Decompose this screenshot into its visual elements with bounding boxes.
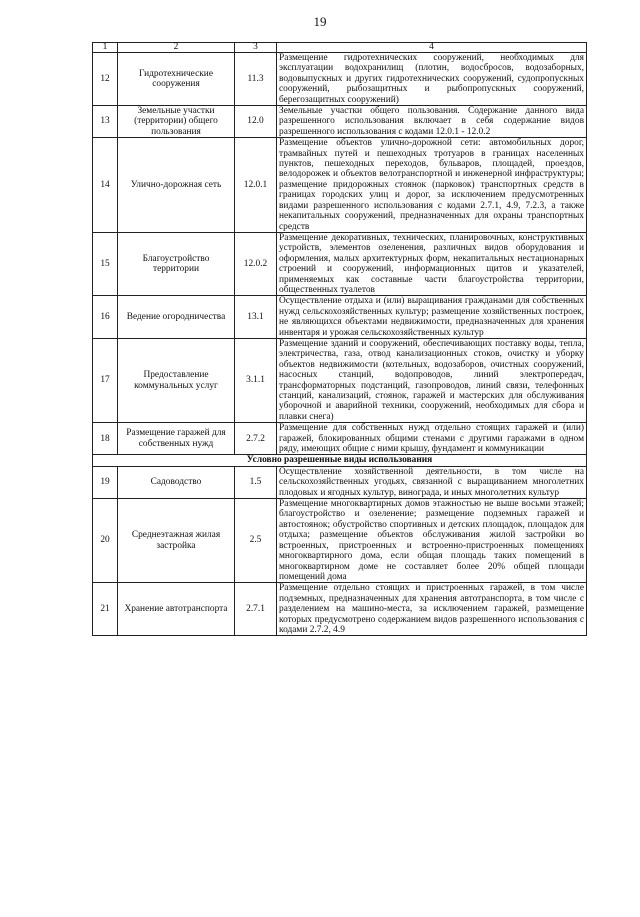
- use-code: 1.5: [235, 466, 277, 498]
- use-code: 13.1: [235, 296, 277, 339]
- table-row: [93, 499, 587, 583]
- table-row: [93, 466, 587, 498]
- use-description: Земельные участки общего пользования. Содержание данного вида разрешенного использования включает в себя содержание видов разрешенного использования с кодами 12.0.1 - 12.0.2: [277, 106, 587, 138]
- use-description: Размещение декоративных, технических, планировочных, конструктивных устройств, элементов озеленения, различных видов оборудования и оформления, малых архитектурных форм, некапитальных нестационарных строений и сооружений, информационных щитов и указателей, применяемых как составные части благоустройства территории, общественных туалетов: [277, 232, 587, 295]
- use-code: 12.0.1: [235, 138, 277, 233]
- use-description: Осуществление хозяйственной деятельности, в том числе на сельскохозяйственных угодьях, связанной с выращиванием многолетних плодовых и ягодных культур, винограда, и иных многолетних культур: [277, 466, 587, 498]
- row-number: 20: [93, 499, 118, 583]
- row-number: 15: [93, 232, 118, 295]
- table-row: [93, 583, 587, 636]
- row-number: 21: [93, 583, 118, 636]
- table-row: [93, 53, 587, 106]
- use-type-name: Благоустройство территории: [118, 232, 235, 295]
- use-type-name: Среднеэтажная жилая застройка: [118, 499, 235, 583]
- use-code: 2.5: [235, 499, 277, 583]
- table-row: [93, 138, 587, 233]
- use-code: 3.1.1: [235, 338, 277, 422]
- use-type-name: Гидротехнические сооружения: [118, 53, 235, 106]
- table-row: [93, 338, 587, 422]
- row-number: 18: [93, 423, 118, 455]
- row-number: 19: [93, 466, 118, 498]
- table-row: [93, 423, 587, 455]
- use-description: Размещение объектов улично-дорожной сети: автомобильных дорог, трамвайных путей и пешеходных тротуаров в границах населенных пунктов, пешеходных переходов, бульваров, площадей, проездов, велодорожек и объектов велотранспортной и инженерной инфраструктуры; размещение придорожных стоянок (парковок) транспортных средств в границах городских улиц и дорог, за исключением предусмотренных видами разрешенного использования с кодами 2.7.1, 4.9, 7.2.3, а также некапитальных сооружений, предназначенных для охраны транспортных средств: [277, 138, 587, 233]
- use-code: 11.3: [235, 53, 277, 106]
- use-type-name: Хранение автотранспорта: [118, 583, 235, 636]
- page-number: 19: [313, 14, 327, 29]
- use-code: 2.7.2: [235, 423, 277, 455]
- header-row: [93, 43, 587, 53]
- row-number: 14: [93, 138, 118, 233]
- use-description: Размещение гидротехнических сооружений, необходимых для эксплуатации водохранилищ (плотин, водосбросов, водозаборных, водовыпускных и других гидротехнических сооружений, судопропускных сооружений, рыбозащитных и рыбопропускных сооружений, берегозащитных сооружений): [277, 53, 587, 106]
- header-col-1: 1: [93, 43, 118, 53]
- use-code: 12.0.2: [235, 232, 277, 295]
- header-col-2: 2: [118, 43, 235, 53]
- use-type-name: Размещение гаражей для собственных нужд: [118, 423, 235, 455]
- use-description: Размещение многоквартирных домов этажностью не выше восьми этажей; благоустройство и озеленение; размещение подземных гаражей и автостоянок; обустройство спортивных и детских площадок, площадок для отдыха; размещение объектов обслуживания жилой застройки во встроенных, пристроенных и встроенно-пристроенных помещениях многоквартирного дома, если общая площадь таких помещений в многоквартирном доме не составляет более 20% общей площади помещений дома: [277, 499, 587, 583]
- use-description: Размещение для собственных нужд отдельно стоящих гаражей и (или) гаражей, блокированных общими стенами с другими гаражами в одном ряду, имеющих общие с ними крышу, фундамент и коммуникации: [277, 423, 587, 455]
- use-description: Размещение отдельно стоящих и пристроенных гаражей, в том числе подземных, предназначенных для хранения автотранспорта, в том числе с разделением на машино-места, за исключением гаражей, размещение которых предусмотрено содержанием видов разрешенного использования с кодами 2.7.2, 4.9: [277, 583, 587, 636]
- header-col-3: 3: [235, 43, 277, 53]
- table-row: [93, 232, 587, 295]
- use-type-name: Улично-дорожная сеть: [118, 138, 235, 233]
- row-number: 12: [93, 53, 118, 106]
- table-row: [93, 296, 587, 339]
- use-description: Размещение зданий и сооружений, обеспечивающих поставку воды, тепла, электричества, газа, отвод канализационных стоков, очистку и уборку объектов недвижимости (котельных, водозаборов, очистных сооружений, насосных станций, водопроводов, линий электропередач, трансформаторных подстанций, газопроводов, линий связи, телефонных станций, канализаций, стоянок, гаражей и мастерских для обслуживания уборочной и аварийной техники, сооружений, необходимых для сбора и плавки снега): [277, 338, 587, 422]
- row-number: 17: [93, 338, 118, 422]
- use-description: Осуществление отдыха и (или) выращивания гражданами для собственных нужд сельскохозяйственных культур; размещение хозяйственных построек, не являющихся объектами недвижимости, предназначенных для хранения инвентаря и урожая сельскохозяйственных культур: [277, 296, 587, 339]
- section-row: [93, 455, 587, 466]
- use-type-name: Предоставление коммунальных услуг: [118, 338, 235, 422]
- use-type-name: Ведение огородничества: [118, 296, 235, 339]
- section-title: Условно разрешенные виды использования: [93, 455, 587, 466]
- row-number: 16: [93, 296, 118, 339]
- use-code: 2.7.1: [235, 583, 277, 636]
- land-use-table: [92, 42, 587, 636]
- table-body: [93, 43, 587, 636]
- use-code: 12.0: [235, 106, 277, 138]
- table-row: [93, 106, 587, 138]
- use-type-name: Земельные участки (территории) общего пользования: [118, 106, 235, 138]
- use-type-name: Садоводство: [118, 466, 235, 498]
- header-col-4: 4: [277, 43, 587, 53]
- row-number: 13: [93, 106, 118, 138]
